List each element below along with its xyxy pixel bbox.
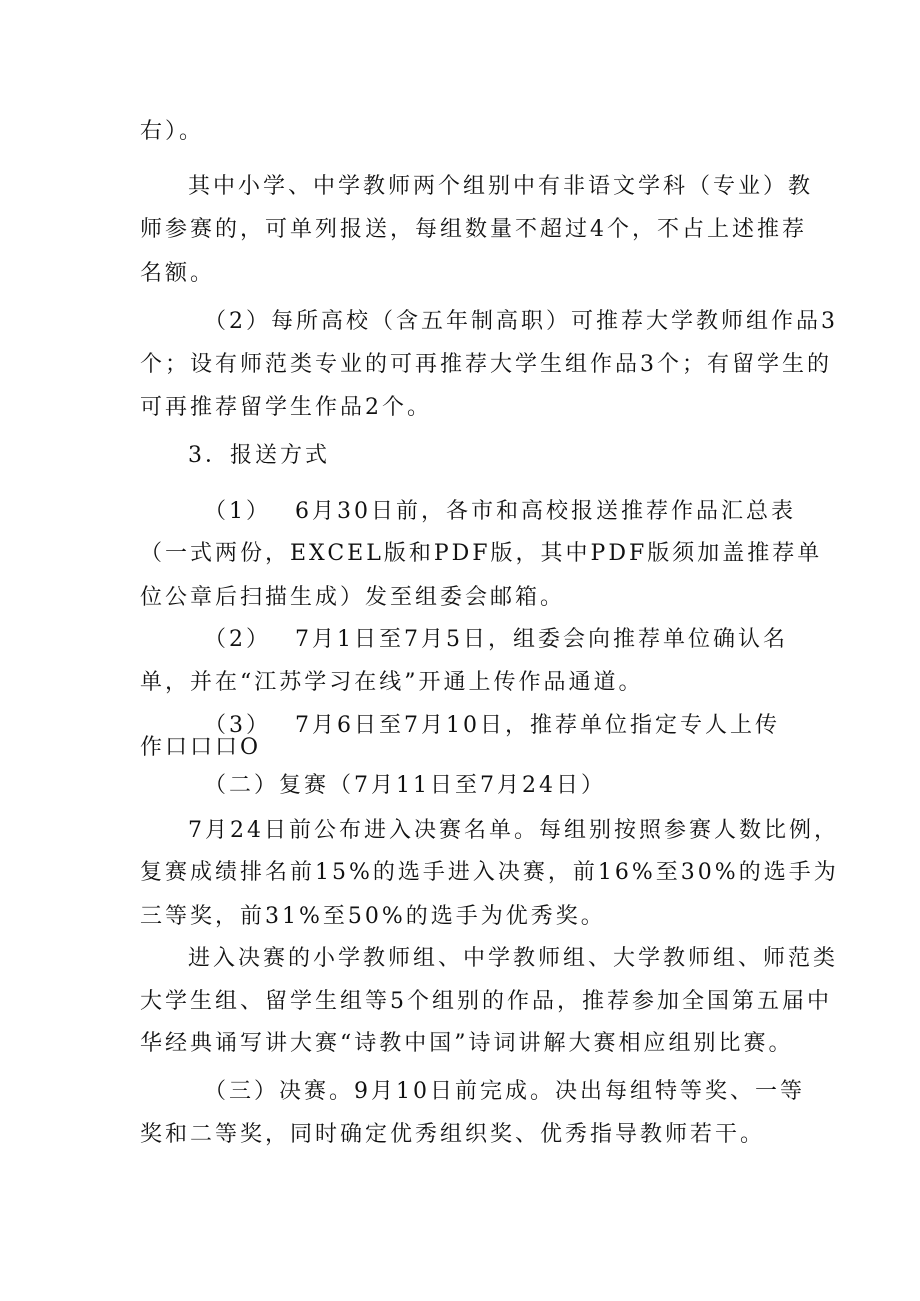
text-line: （三）决赛。9月10日前完成。决出每组特等奖、一等 bbox=[204, 1079, 805, 1104]
text-line: 可再推荐留学生作品2个。 bbox=[140, 395, 432, 420]
text-line: （3） 7月6日至7月10日，推荐单位指定专人上传 bbox=[204, 713, 780, 738]
text-line: 华经典诵写讲大赛“诗教中国”诗词讲解大赛相应组别比赛。 bbox=[140, 1031, 794, 1056]
text-line: （2） 7月1日至7月5日，组委会向推荐单位确认名 bbox=[204, 627, 788, 652]
text-line: （1） 6月30日前，各市和高校报送推荐作品汇总表 bbox=[204, 499, 796, 524]
text-line: 7月24日前公布进入决赛名单。每组别按照参赛人数比例， bbox=[188, 818, 839, 843]
text-line: （二）复赛（7月11日至7月24日） bbox=[204, 773, 606, 798]
text-line: 名额。 bbox=[140, 261, 216, 286]
text-line: 大学生组、留学生组等5个组别的作品，推荐参加全国第五届中 bbox=[140, 989, 832, 1014]
text-line: 位公章后扫描生成）发至组委会邮箱。 bbox=[140, 585, 566, 610]
text-line: （一式两份，EXCEL版和PDF版，其中PDF版须加盖推荐单 bbox=[140, 541, 823, 566]
text-line: 进入决赛的小学教师组、中学教师组、大学教师组、师范类 bbox=[188, 946, 839, 971]
text-line: 复赛成绩排名前15%的选手进入决赛，前16%至30%的选手为 bbox=[140, 860, 839, 885]
text-line: 作口口口O bbox=[140, 735, 262, 760]
text-line: 个；设有师范类专业的可再推荐大学生组作品3个；有留学生的 bbox=[140, 352, 832, 377]
text-line: 单，并在“江苏学习在线”开通上传作品通道。 bbox=[140, 670, 644, 695]
text-line: （2）每所高校（含五年制高职）可推荐大学教师组作品3 bbox=[204, 309, 838, 334]
text-line: 奖和二等奖，同时确定优秀组织奖、优秀指导教师若干。 bbox=[140, 1122, 766, 1147]
text-line: 三等奖，前31%至50%的选手为优秀奖。 bbox=[140, 904, 606, 929]
text-line: 其中小学、中学教师两个组别中有非语文学科（专业）教 bbox=[188, 174, 814, 199]
text-line: 右）。 bbox=[140, 119, 205, 144]
text-line: 师参赛的，可单列报送，每组数量不超过4个，不占上述推荐 bbox=[140, 217, 807, 242]
text-line: 3．报送方式 bbox=[188, 443, 330, 468]
